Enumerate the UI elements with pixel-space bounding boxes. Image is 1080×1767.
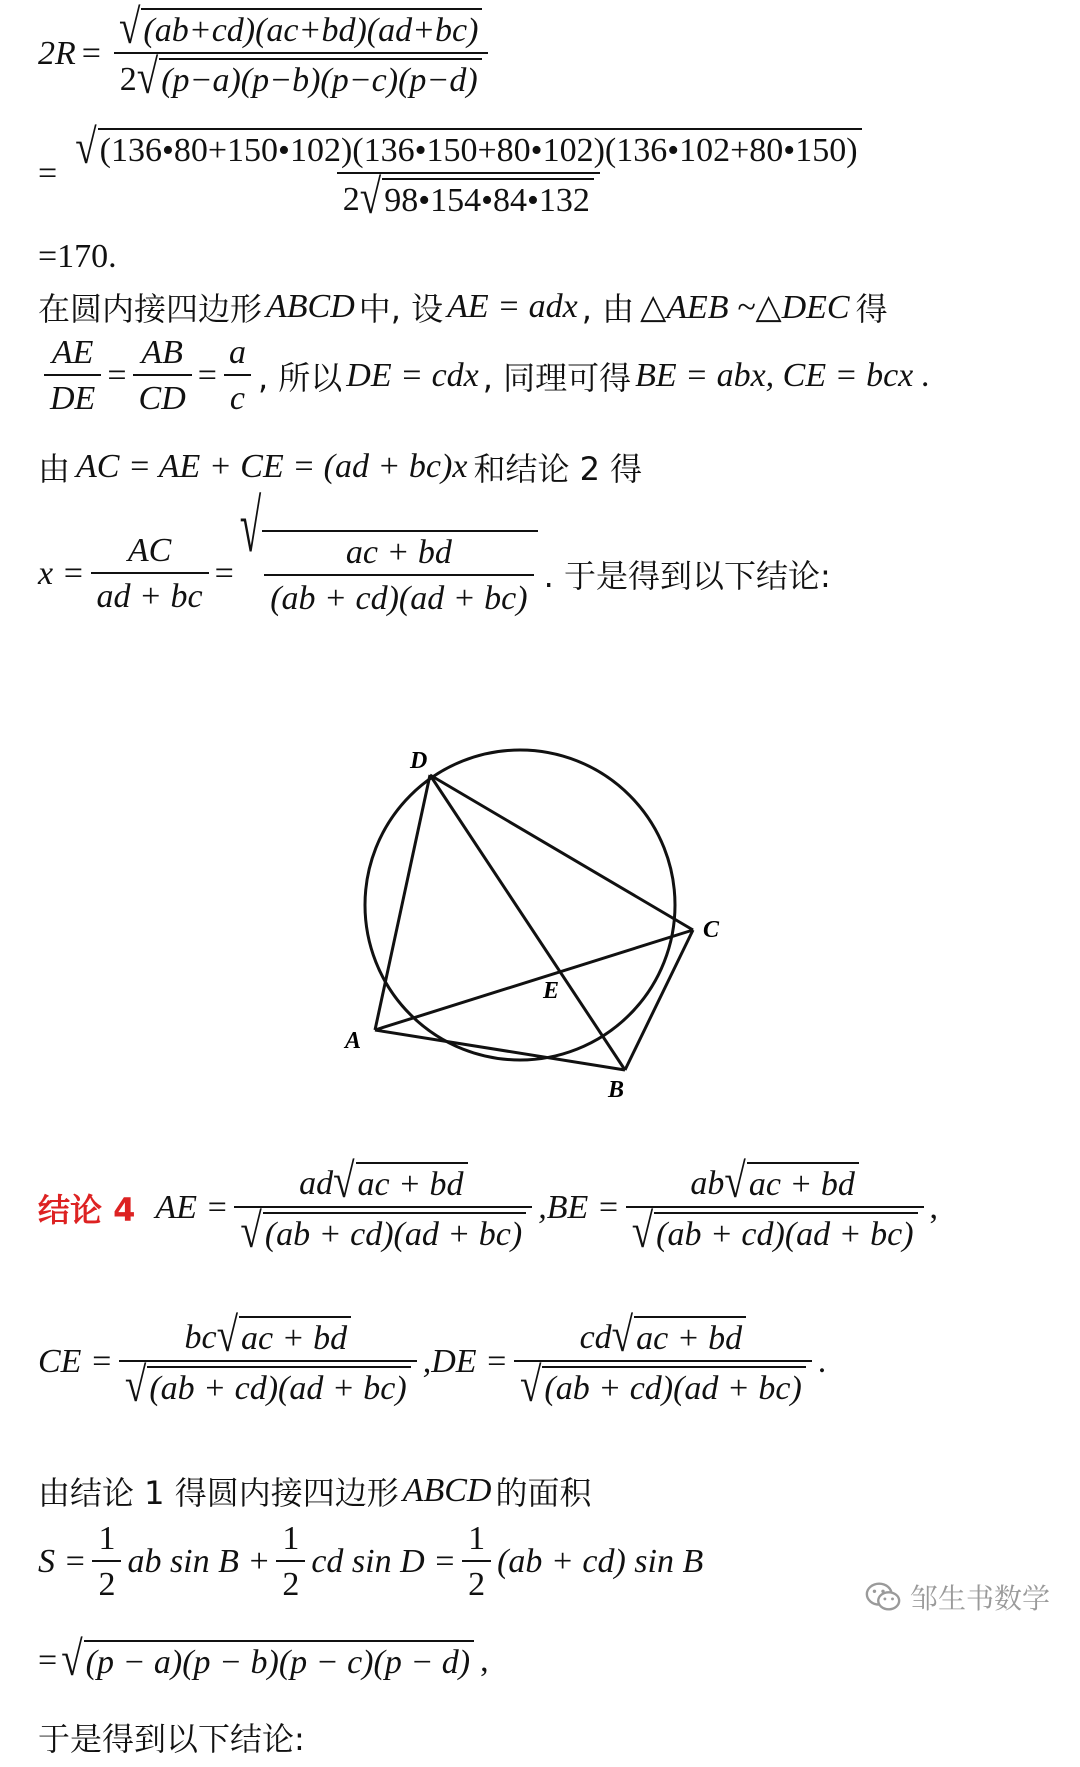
conclusion4-label: 结论 4: [38, 1191, 136, 1229]
label-B: B: [608, 1077, 625, 1103]
ae-fraction: ad √ ac + bd √ (ab + cd)(ad + bc): [234, 1162, 532, 1254]
area-intro: 由结论 1 得圆内接四边形 ABCD 的面积: [38, 1472, 592, 1512]
ratio-line: $\frac{AE}{DE}$ = $\frac{AB}{CD}$ = $\frac{a}{c}$ , 所以 DE = cdx , 同理可得 BE = abx, CE = bcx .: [38, 334, 930, 418]
formula-2R-fraction: [113, 0, 489, 104]
half-fraction: $\frac{1}{2}$: [276, 1520, 305, 1604]
x-formula: x = $\frac{AC}{ad + bc}$ = √ $\frac{ac + bd}{(ab + cd)(ad + bc)}$ . 于是得到以下结论:: [38, 486, 831, 617]
x-fraction: $\frac{AC}{ad + bc}$: [91, 532, 209, 616]
x-sqrt: √ $\frac{ac + bd}{(ab + cd)(ad + bc)}$: [240, 530, 538, 618]
half-fraction: $\frac{1}{2}$: [462, 1520, 491, 1604]
formula-numeric-fraction: [69, 120, 867, 224]
side-CD: [430, 775, 693, 930]
label-D: D: [410, 748, 428, 774]
watermark: [864, 1577, 1050, 1617]
half-fraction: $\frac{1}{2}$: [92, 1520, 121, 1604]
label-C: C: [703, 917, 720, 943]
watermark-text: 邹生书数学: [909, 1582, 1050, 1615]
be-fraction: ab √ ac + bd √ (ab + cd)(ad + bc): [626, 1162, 924, 1254]
label-E: E: [543, 978, 560, 1004]
formula-numeric: [38, 120, 874, 224]
area-result: = √ (p − a)(p − b)(p − c)(p − d) ,: [38, 1632, 489, 1686]
formula-2R-lhs: 2R: [38, 35, 76, 72]
de-fraction: cd √ ac + bd √ (ab + cd)(ad + bc): [514, 1316, 812, 1408]
cyclic-quadrilateral-figure: [0, 715, 1080, 1103]
ce-fraction: bc √ ac + bd √ (ab + cd)(ad + bc): [119, 1316, 417, 1408]
label-A: A: [345, 1028, 362, 1054]
conclusion4-line2: CE = bc √ ac + bd √ (ab + cd)(ad + bc) ,DE = cd √ ac + bd √ (ab + cd)(ad + bc) .: [38, 1308, 827, 1412]
ratio-a-c: $\frac{a}{c}$: [223, 334, 252, 418]
result-line: =170.: [38, 238, 117, 275]
formula-2R-numerator: √ (ab+cd)(ac+bd)(ad+bc): [113, 8, 489, 52]
formula-numeric-numerator: √ (136•80+150•102)(136•150+80•102)(136•102+80•150): [69, 128, 867, 172]
final-text: 于是得到以下结论:: [38, 1720, 305, 1758]
formula-2R: [38, 0, 494, 104]
conclusion4-line1: 结论 4 AE = ad √ ac + bd √ (ab + cd)(ad + bc) ,BE = ab √ ac + bd √ (ab + cd)(ad + bc) ,: [38, 1154, 939, 1258]
side-BC: [625, 930, 693, 1070]
equals-sign: =: [38, 155, 58, 192]
formula-2R-denominator: 2 √ (p−a)(p−b)(p−c)(p−d): [114, 52, 488, 100]
wechat-icon: [864, 1578, 902, 1616]
formula-numeric-denominator: 2 √ 98•154•84•132: [337, 172, 600, 220]
ratio-ae-de: $\frac{AE}{DE}$: [44, 334, 101, 418]
paragraph-setup: 在圆内接四边形 ABCD 中, 设 AE = adx , 由 △AEB ~△DEC 得: [38, 288, 888, 328]
diagonal-DB: [430, 775, 625, 1070]
side-AB: [375, 1030, 625, 1070]
equals-sign: =: [81, 35, 101, 72]
circumcircle: [365, 750, 675, 1060]
ratio-ab-cd: $\frac{AB}{CD}$: [133, 334, 192, 418]
ac-line: 由 AC = AE + CE = (ad + bc)x 和结论 2 得: [38, 448, 643, 488]
side-DA: [375, 775, 430, 1030]
diagonal-AC: [375, 930, 693, 1030]
area-formula: S = $\frac{1}{2}$ ab sin B + $\frac{1}{2}$ cd sin D = $\frac{1}{2}$ (ab + cd) sin B: [38, 1520, 704, 1603]
